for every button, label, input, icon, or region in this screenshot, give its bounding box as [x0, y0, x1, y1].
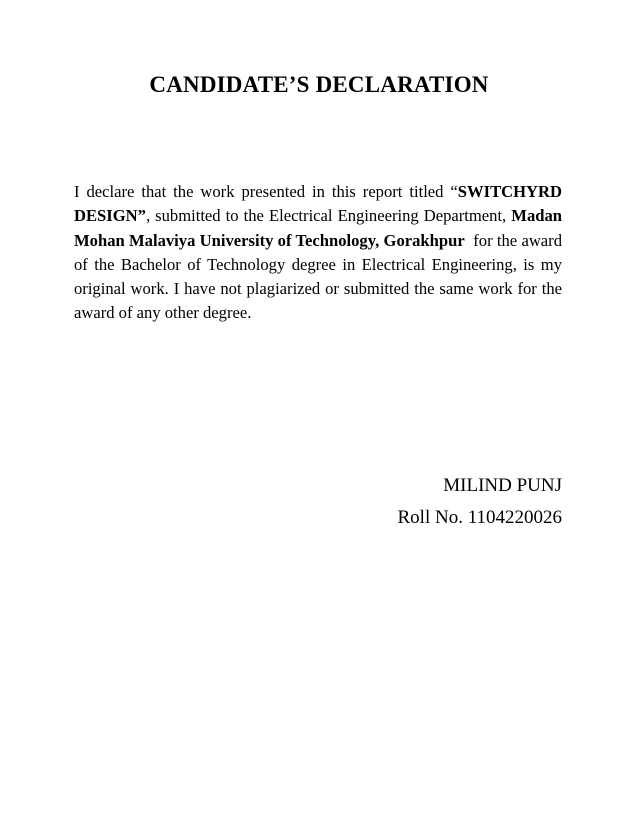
declaration-text-part3: for the award of the Bachelor of Technology degree in Electrical Engineering, is my original work. I have not plagiarized or submitted the same work for the award of any other degree.	[74, 230, 562, 323]
page-title: CANDIDATE’S DECLARATION	[149, 72, 489, 97]
project-title: SWITCHYRD DESIGN”	[74, 182, 562, 226]
declaration-paragraph	[74, 180, 562, 326]
signature-block	[398, 470, 563, 534]
candidate-name: MILIND PUNJ	[443, 475, 562, 496]
university-name: Madan Mohan Malaviya University of Technology, Gorakhpur	[74, 206, 562, 250]
roll-number: Roll No. 1104220026	[397, 507, 562, 528]
declaration-text-part2: , submitted to the Electrical Engineering Department,	[145, 206, 512, 226]
declaration-text-part1: I declare that the work presented in this report titled “	[74, 182, 458, 201]
